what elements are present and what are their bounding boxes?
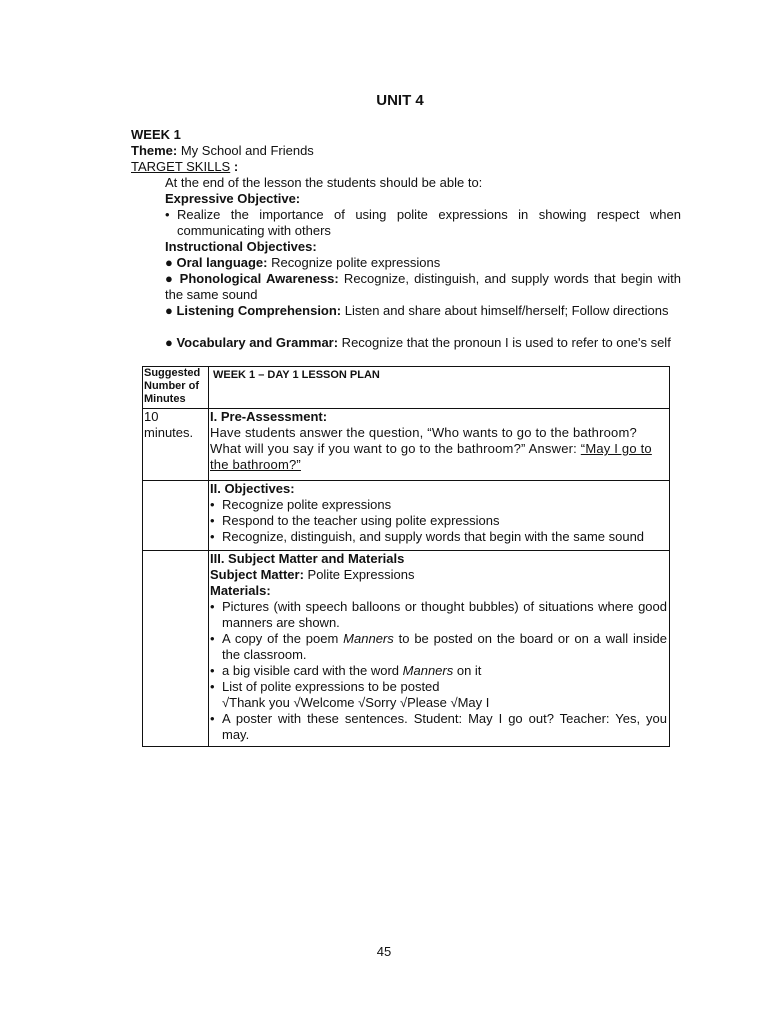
list-item: • Respond to the teacher using polite expressions [210, 513, 667, 529]
unit-title: UNIT 4 [376, 92, 424, 109]
material-text: on it [453, 663, 482, 678]
objectives-cell [209, 481, 670, 551]
objective-text: Recognize polite expressions [267, 255, 441, 270]
pre-assessment-question: Have students answer the question, “Who wants to go to the bathroom? What will you say if you want to go to the bathroom?” Answer: [210, 425, 637, 456]
expressive-item: • Realize the importance of using polite expressions in showing respect when communicating with others [165, 207, 681, 239]
empty-minutes-cell [143, 481, 209, 551]
objectives-heading: II. Objectives: [210, 481, 295, 496]
subject-matter-heading: III. Subject Matter and Materials [210, 551, 405, 566]
minutes-value: 10 minutes. [144, 409, 194, 440]
instructional-heading: Instructional Objectives: [165, 239, 317, 254]
objective-label: Listening Comprehension: [176, 303, 342, 318]
list-item: • Pictures (with speech balloons or thought bubbles) of situations where good manners are shown. [210, 599, 667, 631]
subject-matter-line [210, 567, 667, 583]
lesson-plan-header: WEEK 1 – DAY 1 LESSON PLAN [213, 369, 380, 381]
list-item [210, 631, 667, 663]
material-text: to be posted on the board or on a wall inside the classroom. [222, 631, 667, 662]
list-item: • Recognize, distinguish, and supply words that begin with the same sound [210, 529, 667, 545]
minutes-cell [143, 409, 209, 481]
materials-label: Materials: [210, 583, 271, 598]
page-number: 45 [376, 944, 392, 959]
list-item [210, 663, 667, 679]
material-italic: Manners [343, 631, 394, 646]
pre-assessment-text [210, 425, 667, 473]
objective-text: Listen and share about himself/herself; Follow directions [341, 303, 669, 318]
subject-matter-label: Subject Matter: [210, 567, 304, 582]
objective-text: Recognize that the pronoun I is used to refer to one's self [338, 335, 671, 350]
minutes-header-cell [143, 367, 209, 409]
objective-listening: ● Listening Comprehension: Listen and share about himself/herself; Follow directions [165, 303, 669, 318]
subject-matter-cell [209, 551, 670, 747]
theme-value: My School and Friends [177, 143, 314, 158]
pre-assessment-answer: “May I go to the bathroom?” [210, 441, 652, 472]
table-row-pre-assessment [143, 409, 670, 481]
list-item: • A poster with these sentences. Student: May I go out? Teacher: Yes, you may. [210, 711, 667, 743]
week-label: WEEK 1 [131, 127, 181, 142]
intro-text: At the end of the lesson the students should be able to: [165, 175, 483, 190]
objective-label: Oral language: [176, 255, 268, 270]
material-text: a big visible card with the word [222, 663, 403, 678]
list-item [210, 679, 667, 711]
pre-assessment-cell [209, 409, 670, 481]
pre-assessment-heading: I. Pre-Assessment: [210, 409, 328, 424]
objective-phonological: ● Phonological Awareness: Recognize, distinguish, and supply words that begin with the same sound [165, 271, 681, 302]
objective-label: Vocabulary and Grammar: [176, 335, 339, 350]
minutes-header: Suggested Number of Minutes [144, 367, 201, 405]
materials-list [210, 599, 667, 743]
material-italic: Manners [402, 663, 454, 678]
table-row-subject-matter [143, 551, 670, 747]
lesson-plan-header-cell [209, 367, 670, 409]
table-header-row [143, 367, 670, 409]
theme-label: Theme: [131, 143, 178, 158]
list-item: • Recognize polite expressions [210, 497, 667, 513]
target-skills-line [131, 159, 238, 175]
objective-oral: ● Oral language: Recognize polite expressions [165, 255, 441, 270]
empty-minutes-cell [143, 551, 209, 747]
table-row-objectives [143, 481, 670, 551]
polite-expressions-list: √Thank you √Welcome √Sorry √Please √May I [222, 695, 490, 710]
material-text: A copy of the poem [222, 631, 344, 646]
objective-label: Phonological Awareness: [179, 271, 339, 286]
subject-matter-value: Polite Expressions [303, 567, 415, 582]
objective-text: Recognize, distinguish, and supply words that begin with the same sound [165, 271, 681, 302]
lesson-plan-table [142, 366, 670, 747]
target-skills-label: TARGET SKILLS [131, 159, 231, 174]
objective-vocabulary: ● Vocabulary and Grammar: Recognize that the pronoun I is used to refer to one's self [165, 335, 671, 350]
objectives-list [210, 497, 667, 545]
theme-line [131, 143, 314, 159]
expressive-heading: Expressive Objective: [165, 191, 301, 206]
expressive-objective [165, 207, 681, 239]
material-text: List of polite expressions to be posted [222, 679, 440, 694]
target-skills-colon: : [230, 159, 239, 174]
